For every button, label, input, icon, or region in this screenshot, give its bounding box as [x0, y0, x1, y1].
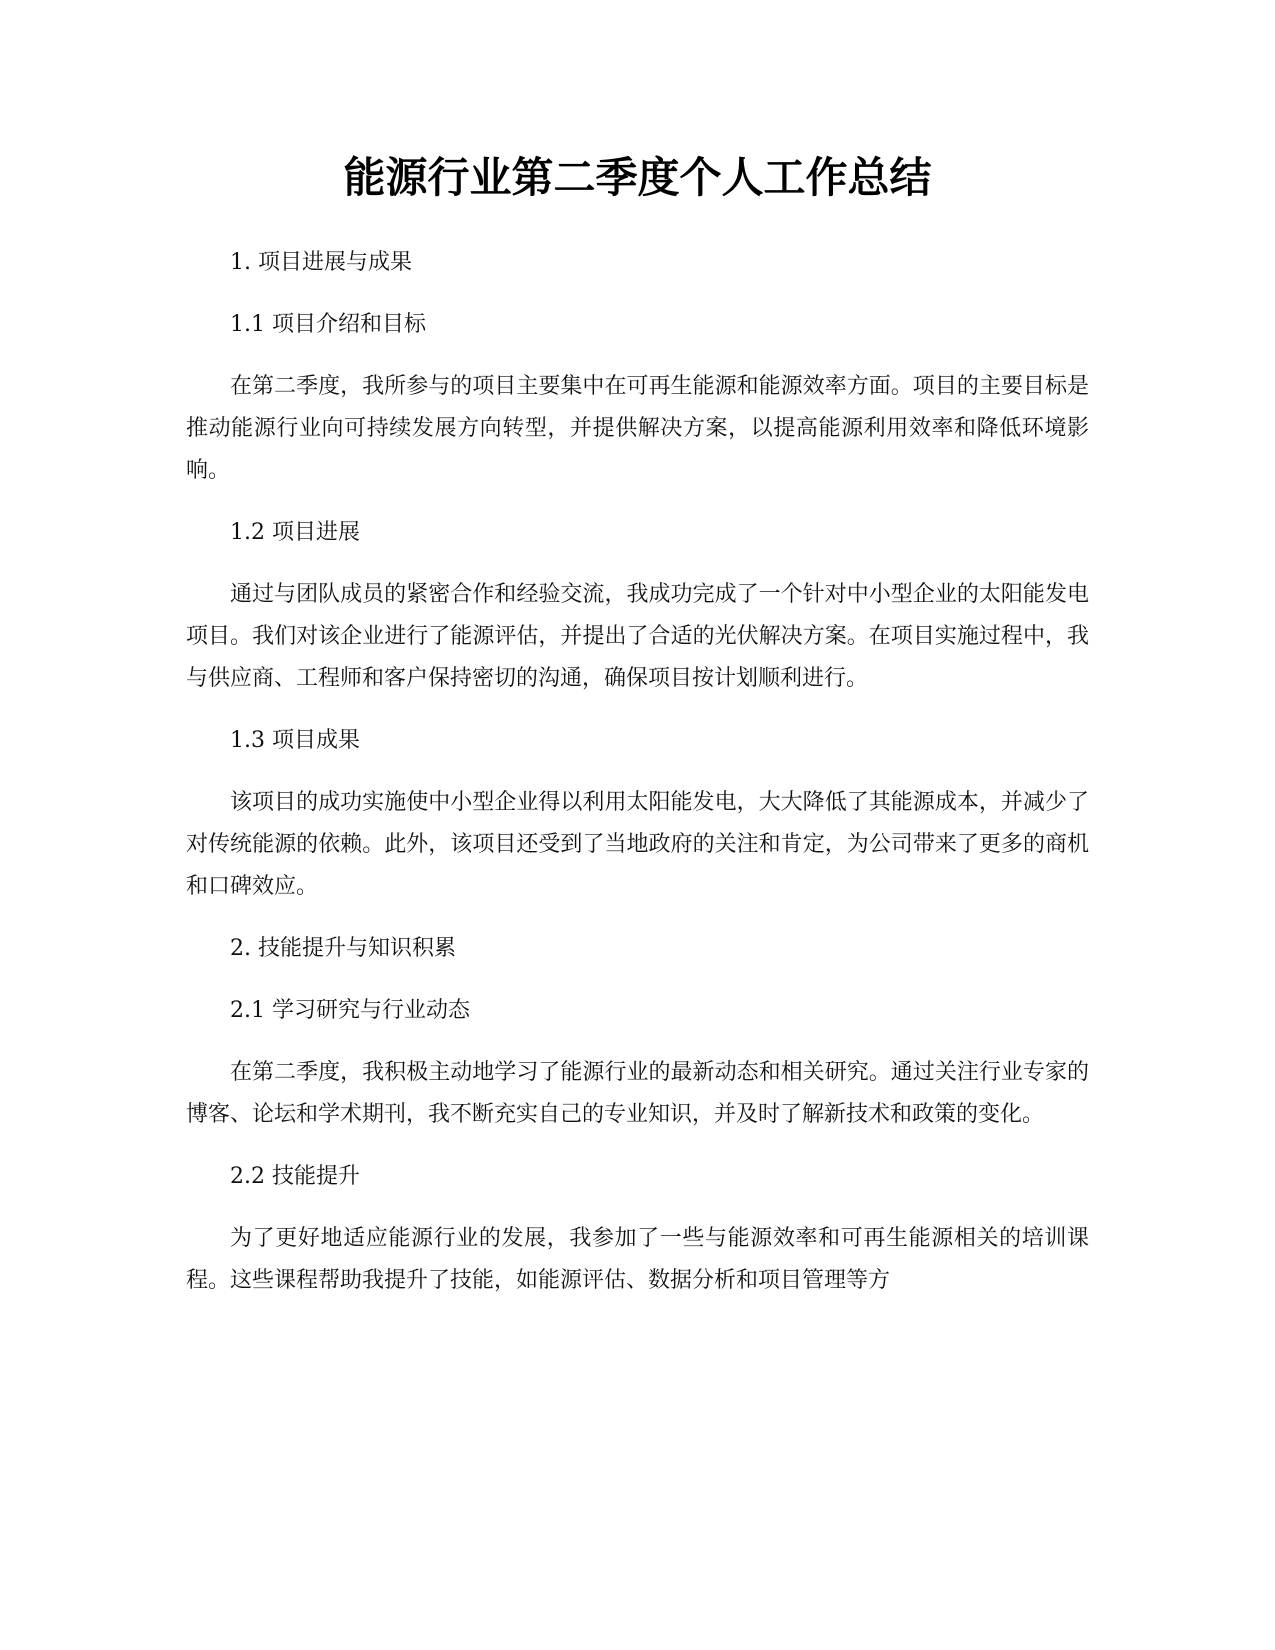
paragraph-learning-research: 在第二季度，我积极主动地学习了能源行业的最新动态和相关研究。通过关注行业专家的博客、论坛和学术期刊，我不断充实自己的专业知识，并及时了解新技术和政策的变化。 [186, 1060, 1089, 1127]
paragraph-project-progress: 通过与团队成员的紧密合作和经验交流，我成功完成了一个针对中小型企业的太阳能发电项目。我们对该企业进行了能源评估，并提出了合适的光伏解决方案。在项目实施过程中，我与供应商、工程师和客户保持密切的沟通，确保项目按计划顺利进行。 [186, 582, 1089, 691]
subsection-heading-2-2: 2.2 技能提升 [230, 1164, 360, 1189]
paragraph-skill-improvement: 为了更好地适应能源行业的发展，我参加了一些与能源效率和可再生能源相关的培训课程。这些课程帮助我提升了技能，如能源评估、数据分析和项目管理等方 [186, 1226, 1089, 1293]
paragraph-project-intro: 在第二季度，我所参与的项目主要集中在可再生能源和能源效率方面。项目的主要目标是推动能源行业向可持续发展方向转型，并提供解决方案，以提高能源利用效率和降低环境影响。 [186, 374, 1089, 483]
section-heading-2: 2. 技能提升与知识积累 [230, 936, 456, 961]
section-heading-1: 1. 项目进展与成果 [230, 250, 412, 275]
subsection-heading-1-2: 1.2 项目进展 [230, 520, 360, 545]
subsection-heading-1-3: 1.3 项目成果 [230, 728, 360, 753]
document-title: 能源行业第二季度个人工作总结 [343, 153, 932, 202]
subsection-heading-2-1: 2.1 学习研究与行业动态 [230, 998, 470, 1023]
paragraph-project-results: 该项目的成功实施使中小型企业得以利用太阳能发电，大大降低了其能源成本，并减少了对传统能源的依赖。此外，该项目还受到了当地政府的关注和肯定，为公司带来了更多的商机和口碑效应。 [186, 790, 1089, 899]
document-body [186, 242, 1089, 1322]
subsection-heading-1-1: 1.1 项目介绍和目标 [230, 312, 426, 337]
